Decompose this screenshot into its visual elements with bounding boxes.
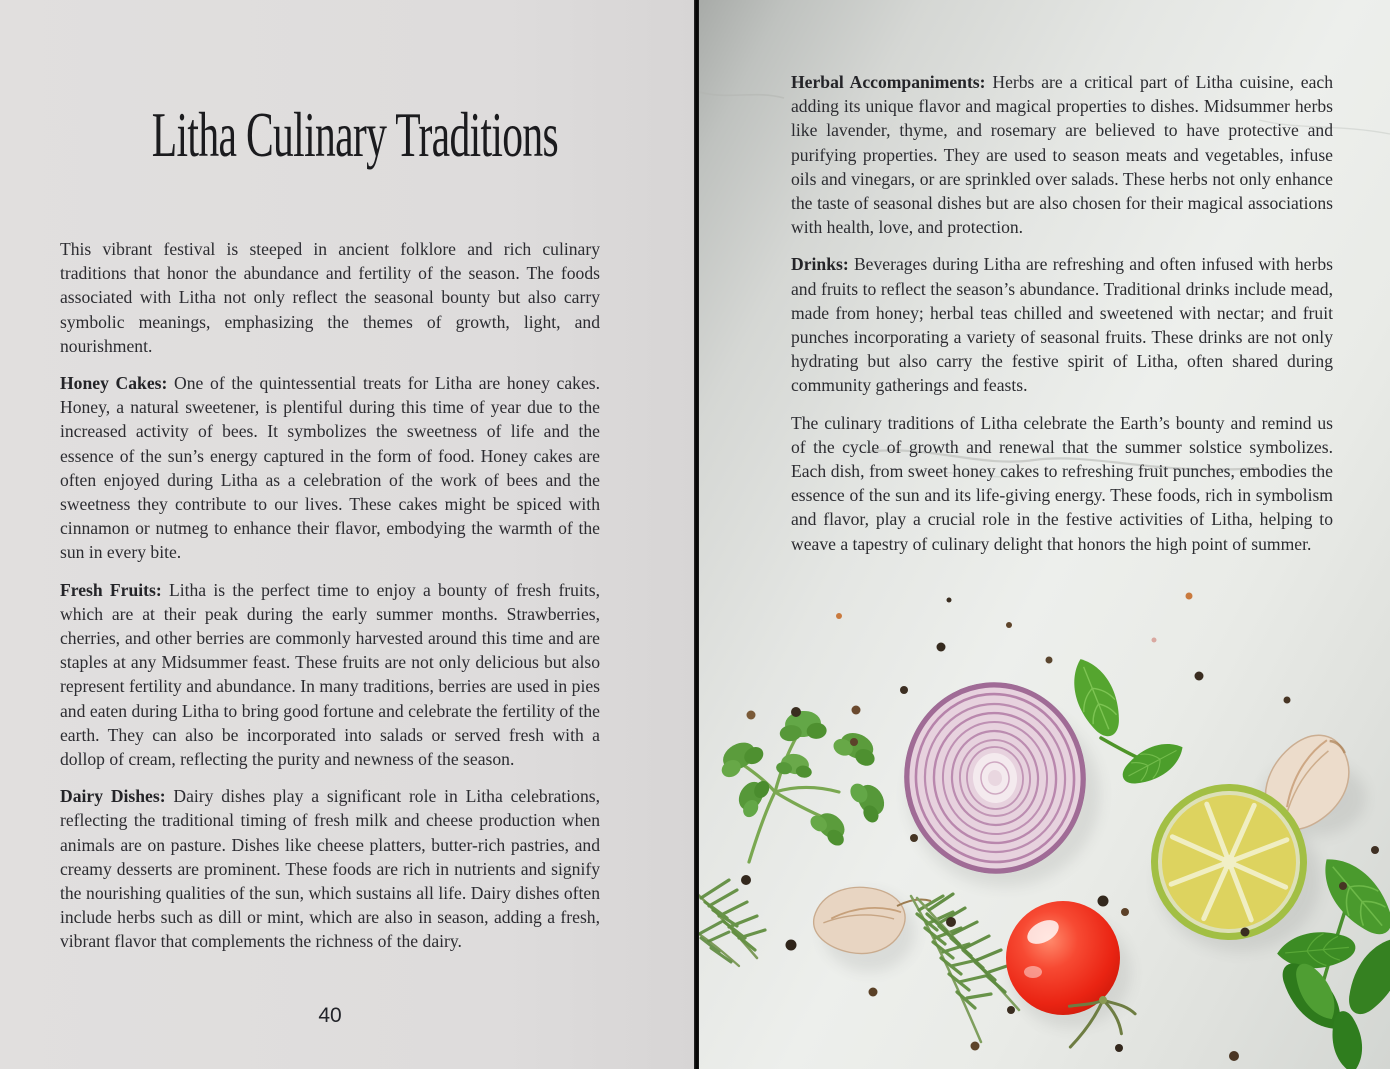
- paragraph-text: Dairy dishes play a significant role in Litha celebrations, reflecting the traditional timing of fresh milk and cheese production when animals are on pasture. Dishes like cheese platters, butter-rich pastries, and creamy desserts are prominent. These foods are rich in nutrients and signify the nourishing qualities of the sun, which sustains all life. Dairy dishes often include herbs such as dill or mint, which are also in season, adding a fresh, vibrant flavor that complements the richness of the dairy.: [60, 786, 600, 952]
- paragraph-lead: Dairy Dishes:: [60, 786, 166, 807]
- paragraph-dairy-dishes: [60, 784, 600, 953]
- paragraph-text: This vibrant festival is steeped in ancient folklore and rich culinary traditions that honor the abundance and fertility of the season. The foods associated with Litha not only reflect the seasonal bounty but also carry symbolic meanings, emphasizing the themes of growth, light, and nourishment.: [60, 239, 600, 356]
- rosemary-sprig-left: [699, 880, 765, 966]
- left-page: [0, 0, 694, 1069]
- paragraph-drinks: [791, 252, 1333, 397]
- paragraph-text: One of the quintessential treats for Litha are honey cakes. Honey, a natural sweetener, is plentiful during this time of year due to the increased activity of bees. It symbolizes the sweetness of life and the essence of the sun’s energy captured in the form of food. Honey cakes are often enjoyed during Litha as a celebration of the work of bees and the sweetness they contribute to our lives. These cakes might be spiced with cinnamon or nutmeg to enhance their flavor, embodying the warmth of the sun in every bite.: [60, 373, 601, 563]
- left-page-column: [60, 0, 600, 1069]
- paragraph-lead: Herbal Accompaniments:: [791, 72, 986, 92]
- paragraph-text: Beverages during Litha are refreshing and often infused with herbs and fruits to reflect the season’s abundance. Traditional drinks include mead, made from honey; herbal teas chilled and sweetened with nectar; and fruit punches incorporating a variety of seasonal fruits. These drinks are not only hydrating but also carry the festive spirit of Litha, often shared during community gatherings and feasts.: [791, 254, 1333, 396]
- paragraph-herbal: [791, 70, 1333, 239]
- right-page: [699, 0, 1390, 1069]
- paragraph-lead: Honey Cakes:: [60, 373, 168, 394]
- page-title: Litha Culinary Traditions: [151, 100, 559, 170]
- paragraph-fresh-fruits: [60, 578, 600, 772]
- paragraph-lead: Drinks:: [791, 254, 849, 275]
- paragraph-intro: [60, 237, 600, 358]
- paragraph-text: Litha is the perfect time to enjoy a bounty of fresh fruits, which are at their peak during the early summer months. Strawberries, cherries, and other berries are commonly harvested around this time and are staples at any Midsummer feast. These fruits are not only delicious but also represent fertility and abundance. In many traditions, berries are used in pies and eaten during Litha to bring good fortune and celebrate the fertility of the earth. They can also be incorporated into salads or served fresh with a dollop of cream, reflecting the purity and newness of the season.: [60, 579, 600, 770]
- paragraph-closing: [791, 411, 1333, 556]
- page-number: 40: [318, 1004, 342, 1027]
- paragraph-text: The culinary traditions of Litha celebrate the Earth’s bounty and remind us of the cycle of growth and renewal that the summer solstice symbolizes. Each dish, from sweet honey cakes to refreshing fruit punches, embodies the essence of the sun and its life-giving energy. These foods, rich in symbolism and flavor, play a crucial role in the festive activities of Litha, helping to weave a tapestry of culinary delight that honors the high point of summer.: [791, 412, 1333, 554]
- paragraph-honey-cakes: [60, 371, 600, 565]
- paragraph-text: Herbs are a critical part of Litha cuisine, each adding its unique flavor and magical properties to dishes. Midsummer herbs like lavender, thyme, and rosemary are believed to have protective and purifying properties. They are used to season meats and vegetables, infuse oils and vinegars, or are sprinkled over salads. These herbs not only enhance the taste of seasonal dishes but are also chosen for their magical associations with health, love, and protection.: [791, 72, 1333, 238]
- right-page-column: [791, 0, 1333, 1069]
- paragraph-lead: Fresh Fruits:: [60, 579, 162, 600]
